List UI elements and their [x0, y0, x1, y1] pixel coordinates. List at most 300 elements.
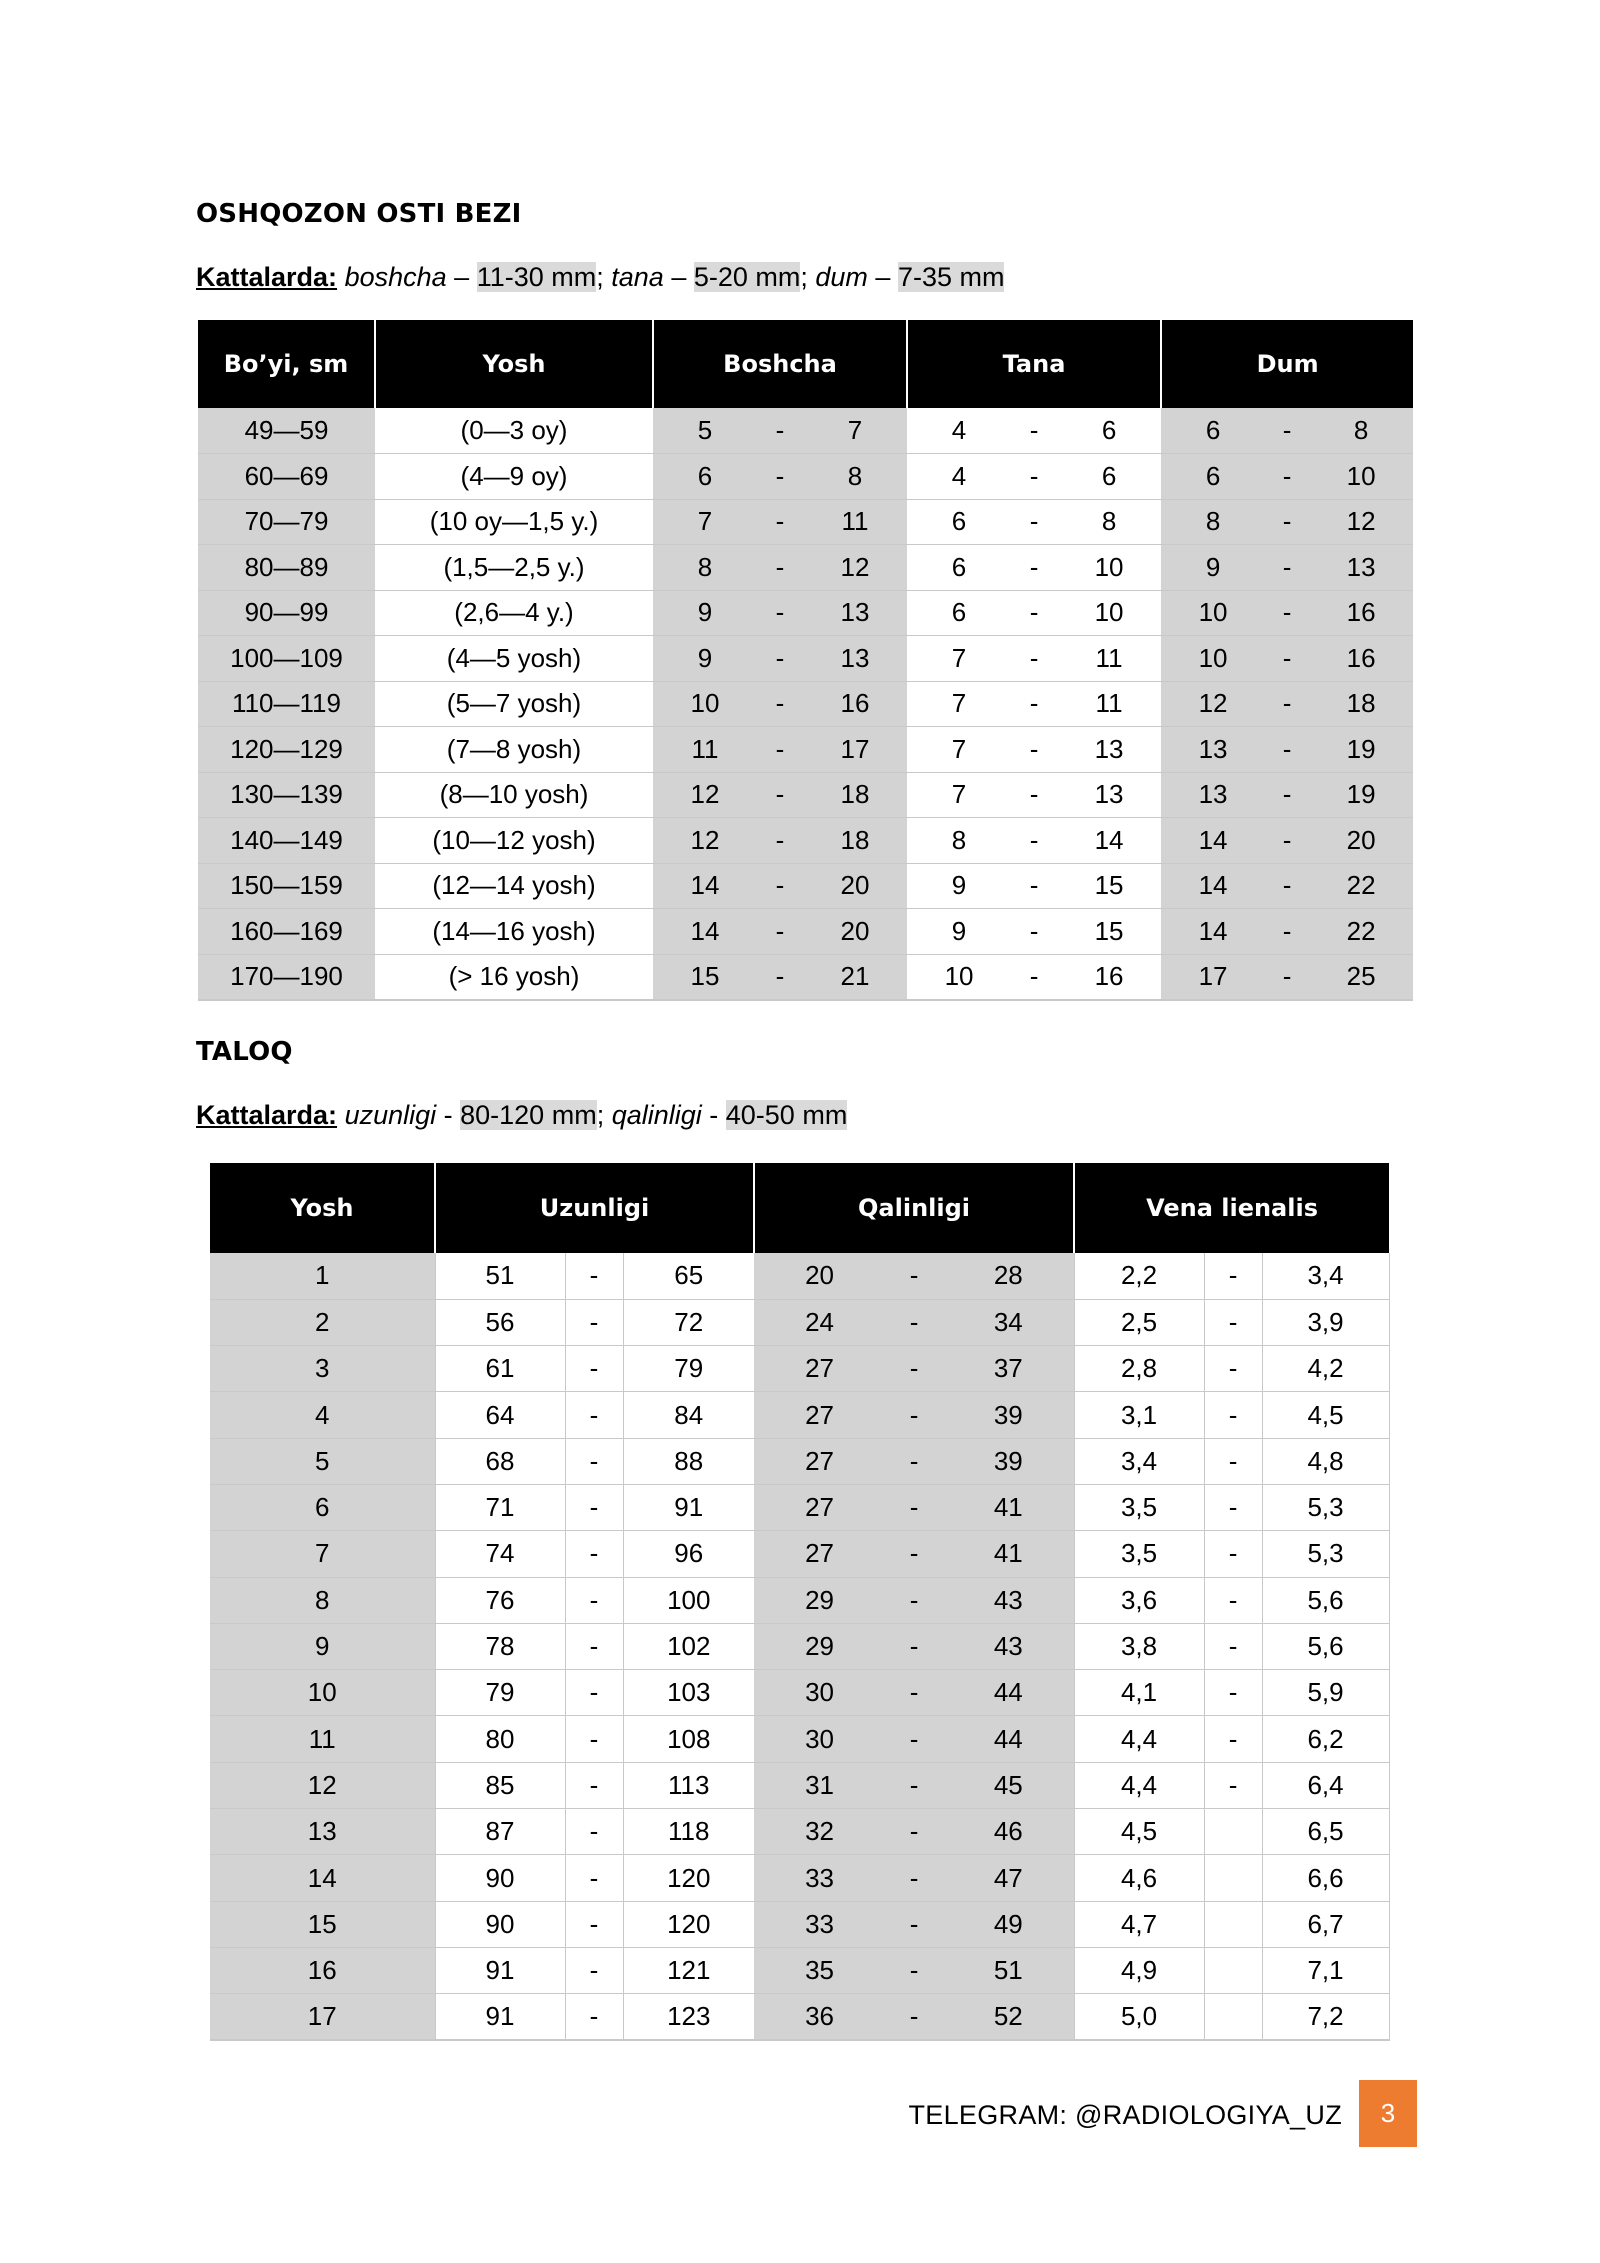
range-dash: -: [565, 1809, 623, 1855]
range-dash: -: [757, 818, 803, 864]
range-dash: -: [757, 727, 803, 773]
range-dash: -: [1011, 636, 1057, 682]
measure-separator: –: [867, 262, 898, 292]
empty-cell: [1204, 1809, 1262, 1855]
range-dash: -: [1265, 863, 1309, 909]
table-cell: 150—159: [198, 863, 375, 909]
table-cell: 4,8: [1262, 1438, 1389, 1484]
range-dash: -: [885, 1901, 943, 1947]
table-row: [210, 1484, 1389, 1530]
range-dash: -: [757, 772, 803, 818]
range-dash: -: [885, 1809, 943, 1855]
measure-separator: –: [446, 262, 477, 292]
range-dash: -: [885, 1762, 943, 1808]
pancreas-header-cell: Dum: [1161, 320, 1413, 408]
spleen-header-cell: Vena lienalis: [1074, 1163, 1389, 1253]
table-cell: (4—5 yosh): [375, 636, 653, 682]
pancreas-header-cell: Bo’yi, sm: [198, 320, 375, 408]
table-cell: 6: [907, 545, 1011, 591]
table-cell: 130—139: [198, 772, 375, 818]
table-cell: 12: [1161, 681, 1265, 727]
table-cell: 6: [1057, 454, 1161, 500]
measure-punct: ;: [596, 262, 612, 292]
table-cell: 9: [907, 909, 1011, 955]
table-cell: 140—149: [198, 818, 375, 864]
table-cell: 64: [435, 1392, 565, 1438]
table-cell: 15: [210, 1901, 435, 1947]
range-dash: -: [885, 1531, 943, 1577]
range-dash: -: [1204, 1531, 1262, 1577]
range-dash: -: [885, 1253, 943, 1299]
range-dash: -: [1204, 1577, 1262, 1623]
spleen-adult-norms: [196, 1100, 847, 1131]
table-cell: 79: [435, 1670, 565, 1716]
range-dash: -: [1204, 1392, 1262, 1438]
range-dash: -: [1265, 454, 1309, 500]
table-row: [198, 636, 1413, 682]
range-dash: -: [885, 1577, 943, 1623]
table-cell: 4,6: [1074, 1855, 1204, 1901]
table-cell: 8: [210, 1577, 435, 1623]
range-dash: -: [757, 545, 803, 591]
table-cell: 7: [653, 499, 757, 545]
table-cell: (7—8 yosh): [375, 727, 653, 773]
spleen-header-cell: Yosh: [210, 1163, 435, 1253]
table-cell: 3,4: [1262, 1253, 1389, 1299]
table-cell: 7: [907, 727, 1011, 773]
table-cell: 9: [653, 636, 757, 682]
range-dash: -: [1011, 909, 1057, 955]
table-cell: 76: [435, 1577, 565, 1623]
range-dash: -: [1204, 1484, 1262, 1530]
table-cell: 12: [210, 1762, 435, 1808]
table-cell: 43: [943, 1577, 1074, 1623]
table-cell: 91: [623, 1484, 754, 1530]
table-cell: (10 oy—1,5 y.): [375, 499, 653, 545]
table-cell: 84: [623, 1392, 754, 1438]
table-cell: 4: [907, 454, 1011, 500]
empty-cell: [1204, 1994, 1262, 2040]
table-cell: 91: [435, 1994, 565, 2040]
table-cell: 2: [210, 1299, 435, 1345]
table-row: [210, 1531, 1389, 1577]
table-cell: 13: [1057, 772, 1161, 818]
table-cell: (4—9 oy): [375, 454, 653, 500]
pancreas-header-cell: Tana: [907, 320, 1161, 408]
table-cell: 113: [623, 1762, 754, 1808]
table-cell: 71: [435, 1484, 565, 1530]
table-cell: 34: [943, 1299, 1074, 1345]
table-cell: 7: [907, 681, 1011, 727]
table-cell: 120: [623, 1855, 754, 1901]
table-cell: 51: [943, 1947, 1074, 1993]
table-cell: 3,5: [1074, 1484, 1204, 1530]
range-dash: -: [1265, 818, 1309, 864]
table-cell: 19: [1309, 772, 1413, 818]
table-row: [210, 1855, 1389, 1901]
table-cell: 30: [754, 1716, 885, 1762]
range-dash: -: [1265, 590, 1309, 636]
table-row: [210, 1346, 1389, 1392]
range-dash: -: [565, 1484, 623, 1530]
table-row: [210, 1253, 1389, 1299]
table-row: [210, 1670, 1389, 1716]
table-cell: 13: [210, 1809, 435, 1855]
table-cell: 8: [1057, 499, 1161, 545]
table-cell: 90—99: [198, 590, 375, 636]
range-dash: -: [1011, 408, 1057, 454]
empty-cell: [1204, 1901, 1262, 1947]
table-cell: 123: [623, 1994, 754, 2040]
range-dash: -: [885, 1855, 943, 1901]
table-cell: 96: [623, 1531, 754, 1577]
table-cell: 25: [1309, 954, 1413, 1000]
table-cell: 80—89: [198, 545, 375, 591]
spleen-header-cell: Uzunligi: [435, 1163, 754, 1253]
table-cell: 45: [943, 1762, 1074, 1808]
table-cell: 91: [435, 1947, 565, 1993]
table-cell: 5,6: [1262, 1577, 1389, 1623]
table-cell: 6,2: [1262, 1716, 1389, 1762]
range-dash: -: [565, 1947, 623, 1993]
measure-range: 7-35 mm: [897, 262, 1005, 292]
range-dash: -: [1265, 408, 1309, 454]
table-row: [210, 1947, 1389, 1993]
table-cell: (2,6—4 y.): [375, 590, 653, 636]
measure-separator: -: [436, 1100, 461, 1130]
empty-cell: [1204, 1947, 1262, 1993]
table-cell: 5,9: [1262, 1670, 1389, 1716]
table-row: [210, 1438, 1389, 1484]
table-cell: 10: [1057, 590, 1161, 636]
table-row: [198, 909, 1413, 955]
table-cell: 10: [907, 954, 1011, 1000]
table-cell: 11: [1057, 636, 1161, 682]
table-cell: 120: [623, 1901, 754, 1947]
table-cell: 108: [623, 1716, 754, 1762]
table-cell: 90: [435, 1901, 565, 1947]
table-cell: 120—129: [198, 727, 375, 773]
range-dash: -: [565, 1438, 623, 1484]
table-cell: 20: [754, 1253, 885, 1299]
pancreas-header-cell: Boshcha: [653, 320, 907, 408]
table-cell: 15: [1057, 909, 1161, 955]
table-cell: 61: [435, 1346, 565, 1392]
table-cell: 9: [907, 863, 1011, 909]
range-dash: -: [885, 1438, 943, 1484]
table-cell: 72: [623, 1299, 754, 1345]
table-cell: 8: [907, 818, 1011, 864]
measure-name: dum: [815, 262, 868, 292]
table-cell: 16: [210, 1947, 435, 1993]
range-dash: -: [1204, 1299, 1262, 1345]
pancreas-table-header-row: [198, 320, 1413, 408]
range-dash: -: [1011, 590, 1057, 636]
table-cell: 13: [1161, 772, 1265, 818]
table-cell: 10: [210, 1670, 435, 1716]
table-cell: 160—169: [198, 909, 375, 955]
range-dash: -: [1265, 772, 1309, 818]
table-cell: 5: [210, 1438, 435, 1484]
table-cell: 9: [653, 590, 757, 636]
spleen-header-cell: Qalinligi: [754, 1163, 1074, 1253]
table-cell: 32: [754, 1809, 885, 1855]
table-cell: 14: [1161, 818, 1265, 864]
table-row: [210, 1809, 1389, 1855]
measure-separator: -: [701, 1100, 726, 1130]
range-dash: -: [1265, 681, 1309, 727]
range-dash: -: [1204, 1346, 1262, 1392]
table-cell: 41: [943, 1484, 1074, 1530]
table-cell: 33: [754, 1901, 885, 1947]
table-cell: 118: [623, 1809, 754, 1855]
table-cell: 79: [623, 1346, 754, 1392]
table-cell: 17: [803, 727, 907, 773]
table-cell: 17: [1161, 954, 1265, 1000]
table-cell: (0—3 oy): [375, 408, 653, 454]
table-cell: 88: [623, 1438, 754, 1484]
table-cell: 52: [943, 1994, 1074, 2040]
range-dash: -: [757, 408, 803, 454]
table-cell: 13: [1309, 545, 1413, 591]
range-dash: -: [757, 954, 803, 1000]
table-cell: 10: [1161, 590, 1265, 636]
table-cell: 46: [943, 1809, 1074, 1855]
range-dash: -: [757, 681, 803, 727]
measure-punct: ;: [800, 262, 816, 292]
table-cell: 35: [754, 1947, 885, 1993]
table-cell: 6: [907, 590, 1011, 636]
table-cell: 14: [653, 909, 757, 955]
pancreas-section-title: OSHQOZON OSTI BEZI: [196, 199, 522, 229]
table-cell: 3,5: [1074, 1531, 1204, 1577]
table-cell: 3: [210, 1346, 435, 1392]
range-dash: -: [565, 1716, 623, 1762]
table-cell: 6: [1161, 408, 1265, 454]
table-cell: (12—14 yosh): [375, 863, 653, 909]
table-cell: 11: [803, 499, 907, 545]
table-cell: 4,4: [1074, 1762, 1204, 1808]
range-dash: -: [885, 1299, 943, 1345]
table-cell: 7,2: [1262, 1994, 1389, 2040]
table-row: [210, 1577, 1389, 1623]
table-cell: 6: [653, 454, 757, 500]
table-cell: 10: [1161, 636, 1265, 682]
table-cell: (10—12 yosh): [375, 818, 653, 864]
table-cell: 4: [210, 1392, 435, 1438]
table-cell: 3,9: [1262, 1299, 1389, 1345]
table-cell: 3,6: [1074, 1577, 1204, 1623]
measure-range: 80-120 mm: [460, 1100, 597, 1130]
table-row: [198, 681, 1413, 727]
table-cell: 31: [754, 1762, 885, 1808]
table-row: [210, 1762, 1389, 1808]
table-row: [198, 408, 1413, 454]
table-cell: 100: [623, 1577, 754, 1623]
table-cell: 6: [1161, 454, 1265, 500]
pancreas-header-cell: Yosh: [375, 320, 653, 408]
measure-range: 40-50 mm: [725, 1100, 848, 1130]
table-cell: 7: [907, 772, 1011, 818]
table-cell: 5,3: [1262, 1531, 1389, 1577]
table-cell: 27: [754, 1484, 885, 1530]
measure-name: uzunligi: [344, 1100, 437, 1130]
footer-telegram-handle: TELEGRAM: @RADIOLOGIYA_UZ: [908, 2100, 1342, 2130]
table-cell: 74: [435, 1531, 565, 1577]
table-cell: 14: [210, 1855, 435, 1901]
measure-separator: –: [663, 262, 694, 292]
table-row: [210, 1716, 1389, 1762]
table-row: [198, 863, 1413, 909]
table-cell: 7: [907, 636, 1011, 682]
range-dash: -: [565, 1901, 623, 1947]
spleen-table-header-row: [210, 1163, 1389, 1253]
table-cell: 18: [1309, 681, 1413, 727]
table-cell: 103: [623, 1670, 754, 1716]
table-cell: 1: [210, 1253, 435, 1299]
table-cell: 4,7: [1074, 1901, 1204, 1947]
table-cell: 24: [754, 1299, 885, 1345]
table-cell: 20: [1309, 818, 1413, 864]
table-cell: 18: [803, 772, 907, 818]
range-dash: -: [885, 1484, 943, 1530]
table-cell: 121: [623, 1947, 754, 1993]
table-row: [210, 1994, 1389, 2040]
table-cell: 80: [435, 1716, 565, 1762]
range-dash: -: [1265, 499, 1309, 545]
table-cell: 78: [435, 1623, 565, 1669]
table-cell: 102: [623, 1623, 754, 1669]
table-cell: 4,1: [1074, 1670, 1204, 1716]
table-cell: 17: [210, 1994, 435, 2040]
spleen-section-title: TALOQ: [196, 1037, 293, 1067]
range-dash: -: [565, 1392, 623, 1438]
table-cell: 5: [653, 408, 757, 454]
table-cell: 5,3: [1262, 1484, 1389, 1530]
pancreas-adult-norms: [196, 262, 1004, 293]
adult-label: Kattalarda:: [196, 1100, 338, 1130]
table-cell: 6,6: [1262, 1855, 1389, 1901]
table-cell: 9: [210, 1623, 435, 1669]
table-cell: 12: [803, 545, 907, 591]
table-cell: (> 16 yosh): [375, 954, 653, 1000]
range-dash: -: [565, 1299, 623, 1345]
table-cell: 12: [653, 772, 757, 818]
table-cell: 11: [210, 1716, 435, 1762]
table-cell: 7: [210, 1531, 435, 1577]
table-cell: 60—69: [198, 454, 375, 500]
table-cell: 5,6: [1262, 1623, 1389, 1669]
table-cell: 8: [653, 545, 757, 591]
range-dash: -: [1265, 954, 1309, 1000]
spleen-size-table: [210, 1163, 1390, 2041]
table-cell: 8: [1161, 499, 1265, 545]
range-dash: -: [1204, 1438, 1262, 1484]
measure-name: boshcha: [344, 262, 447, 292]
table-cell: 28: [943, 1253, 1074, 1299]
table-cell: 20: [803, 863, 907, 909]
range-dash: -: [885, 1392, 943, 1438]
table-cell: 14: [1161, 863, 1265, 909]
table-cell: 49—59: [198, 408, 375, 454]
range-dash: -: [1011, 545, 1057, 591]
table-cell: (14—16 yosh): [375, 909, 653, 955]
table-cell: 30: [754, 1670, 885, 1716]
table-cell: 8: [803, 454, 907, 500]
table-row: [210, 1392, 1389, 1438]
table-cell: 6,7: [1262, 1901, 1389, 1947]
table-cell: 5,0: [1074, 1994, 1204, 2040]
range-dash: -: [885, 1994, 943, 2040]
table-cell: 29: [754, 1577, 885, 1623]
empty-cell: [1204, 1855, 1262, 1901]
table-cell: (1,5—2,5 y.): [375, 545, 653, 591]
table-cell: 16: [1309, 590, 1413, 636]
range-dash: -: [565, 1531, 623, 1577]
table-row: [198, 499, 1413, 545]
table-cell: 20: [803, 909, 907, 955]
range-dash: -: [565, 1577, 623, 1623]
table-cell: 22: [1309, 909, 1413, 955]
table-cell: 2,8: [1074, 1346, 1204, 1392]
measure-range: 11-30 mm: [476, 262, 597, 292]
range-dash: -: [1011, 954, 1057, 1000]
range-dash: -: [1265, 636, 1309, 682]
table-cell: 4,4: [1074, 1716, 1204, 1762]
table-cell: 15: [1057, 863, 1161, 909]
adult-label: Kattalarda:: [196, 262, 338, 292]
range-dash: -: [885, 1346, 943, 1392]
table-cell: 10: [1309, 454, 1413, 500]
table-cell: 7: [803, 408, 907, 454]
table-cell: 16: [803, 681, 907, 727]
table-cell: 7,1: [1262, 1947, 1389, 1993]
table-cell: 33: [754, 1855, 885, 1901]
range-dash: -: [757, 909, 803, 955]
table-cell: 44: [943, 1670, 1074, 1716]
table-cell: 43: [943, 1623, 1074, 1669]
table-cell: 6,5: [1262, 1809, 1389, 1855]
table-cell: 10: [653, 681, 757, 727]
table-cell: 18: [803, 818, 907, 864]
range-dash: -: [1011, 863, 1057, 909]
table-row: [198, 454, 1413, 500]
table-cell: (8—10 yosh): [375, 772, 653, 818]
table-cell: 19: [1309, 727, 1413, 773]
table-cell: 22: [1309, 863, 1413, 909]
range-dash: -: [1011, 681, 1057, 727]
table-cell: 65: [623, 1253, 754, 1299]
table-cell: 13: [803, 590, 907, 636]
table-cell: 68: [435, 1438, 565, 1484]
table-cell: 27: [754, 1438, 885, 1484]
table-cell: 15: [653, 954, 757, 1000]
table-cell: 6: [1057, 408, 1161, 454]
table-cell: 100—109: [198, 636, 375, 682]
range-dash: -: [565, 1346, 623, 1392]
range-dash: -: [565, 1623, 623, 1669]
table-cell: 27: [754, 1392, 885, 1438]
table-cell: 16: [1057, 954, 1161, 1000]
table-cell: 14: [1161, 909, 1265, 955]
range-dash: -: [885, 1716, 943, 1762]
range-dash: -: [757, 499, 803, 545]
table-cell: 4,2: [1262, 1346, 1389, 1392]
table-cell: 90: [435, 1855, 565, 1901]
table-cell: 12: [653, 818, 757, 864]
range-dash: -: [1011, 818, 1057, 864]
table-cell: 8: [1309, 408, 1413, 454]
